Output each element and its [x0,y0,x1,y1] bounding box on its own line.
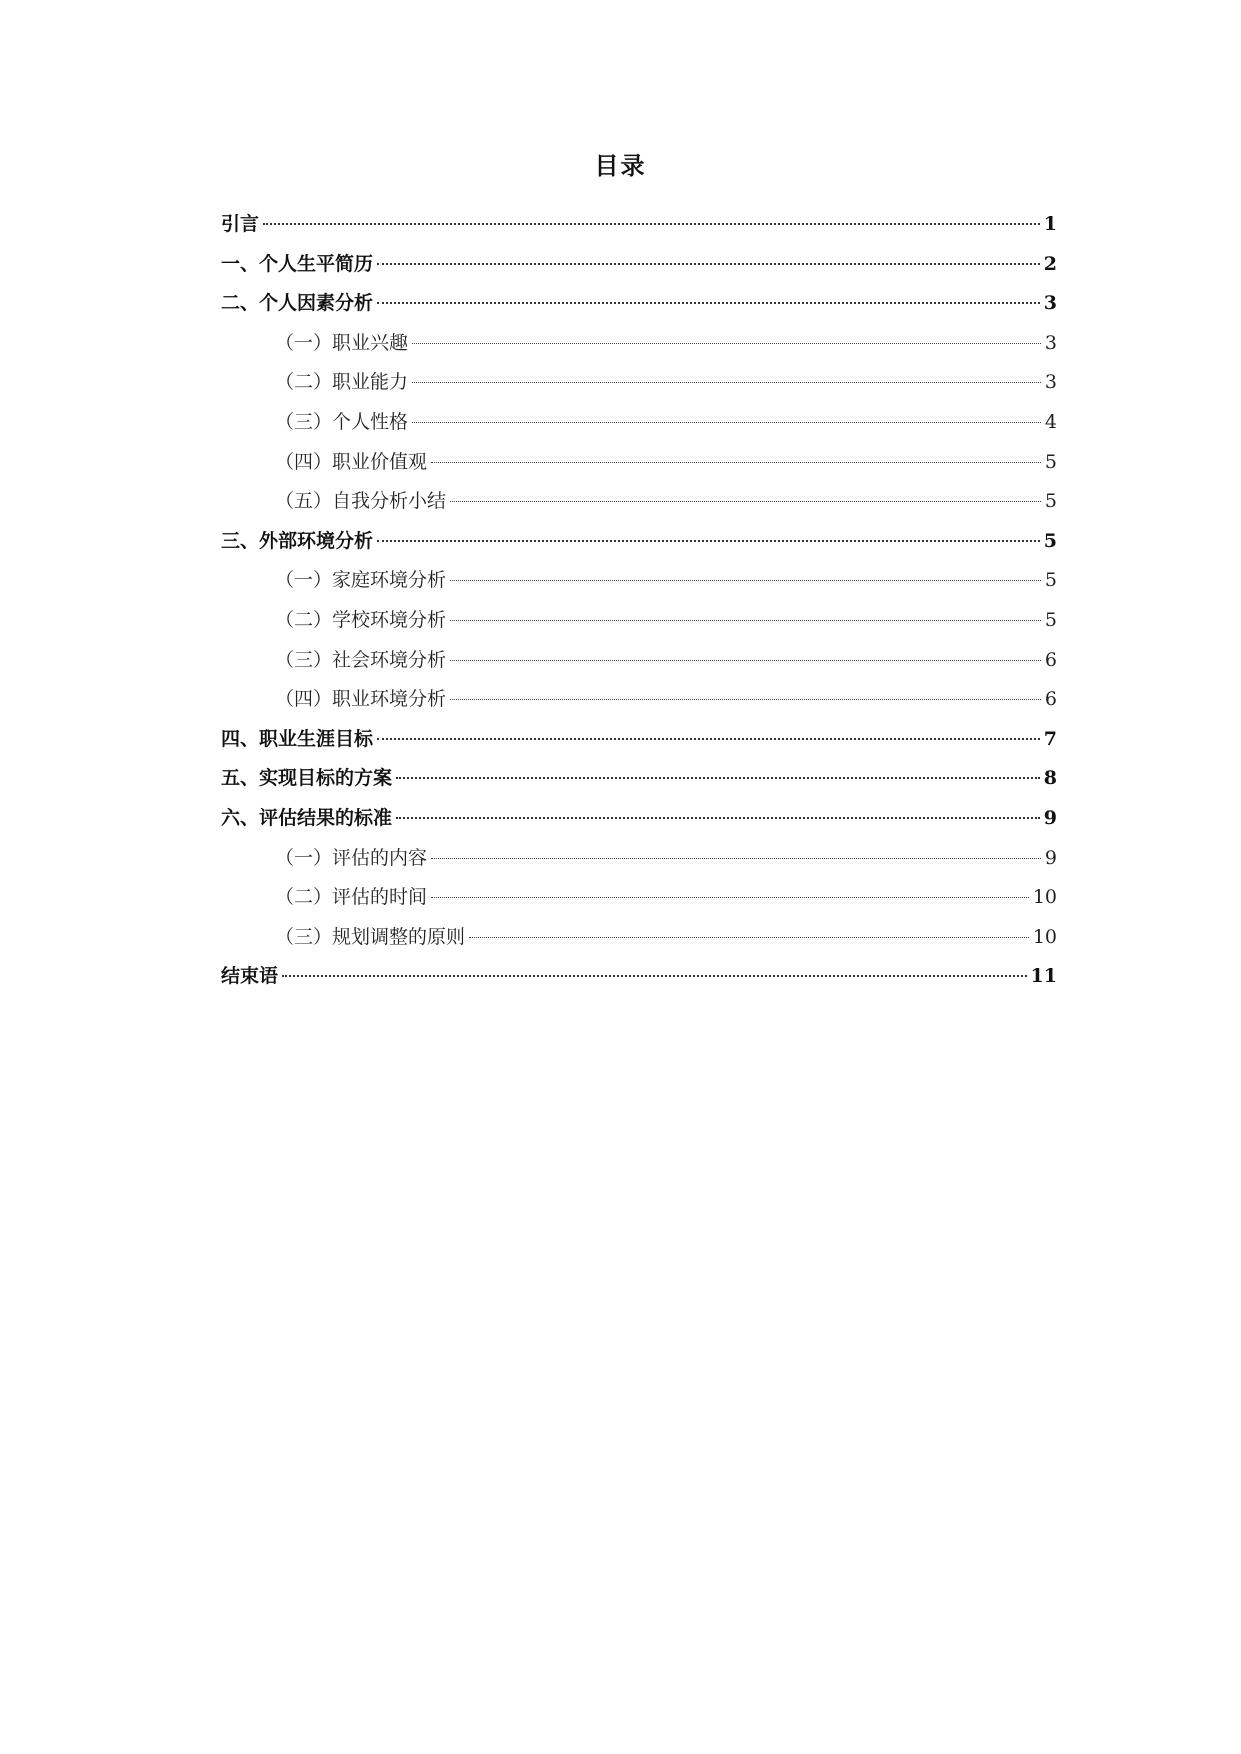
toc-entry[interactable] [221,522,1057,562]
table-of-contents [221,205,1057,997]
toc-entry-page-number: 5 [1043,529,1057,552]
toc-entry-label: 五、实现目标的方案 [221,767,393,790]
toc-entry-page-number: 4 [1044,410,1057,433]
toc-entry-page-number: 7 [1043,727,1057,750]
toc-entry[interactable] [221,482,1057,522]
toc-entry[interactable] [221,403,1057,443]
toc-entry-label: （四）职业环境分析 [275,688,447,711]
toc-entry-label: 六、评估结果的标准 [221,806,393,829]
toc-entry-page-number: 11 [1030,965,1057,988]
toc-entry-page-number: 9 [1043,806,1057,829]
toc-entry[interactable] [221,363,1057,403]
toc-entry-label: （二）学校环境分析 [275,608,447,631]
toc-entry[interactable] [221,720,1057,760]
toc-leader-dots [412,343,1041,344]
toc-leader-dots [282,975,1027,977]
toc-leader-dots [450,501,1041,502]
toc-entry-label: （三）社会环境分析 [275,648,447,671]
toc-entry-page-number: 8 [1043,767,1057,790]
toc-entry-page-number: 5 [1044,608,1057,631]
toc-entry[interactable] [221,641,1057,681]
toc-entry[interactable] [221,878,1057,918]
toc-entry[interactable] [221,205,1057,245]
toc-entry-page-number: 6 [1044,688,1057,711]
toc-leader-dots [263,223,1040,225]
toc-entry-page-number: 5 [1044,450,1057,473]
toc-leader-dots [412,422,1041,423]
toc-entry-page-number: 1 [1043,213,1057,235]
toc-entry[interactable] [221,839,1057,879]
toc-entry[interactable] [221,324,1057,364]
toc-entry-page-number: 9 [1044,846,1057,869]
toc-entry-page-number: 2 [1043,252,1057,275]
toc-entry-label: 二、个人因素分析 [221,292,374,315]
toc-entry-label: （一）职业兴趣 [275,331,409,354]
toc-leader-dots [450,620,1041,621]
toc-leader-dots [431,858,1041,859]
toc-title: 目录 [594,151,647,180]
toc-leader-dots [377,738,1040,740]
toc-leader-dots [450,660,1041,661]
toc-leader-dots [377,302,1040,304]
toc-entry[interactable] [221,284,1057,324]
toc-entry-label: （五）自我分析小结 [275,490,447,513]
toc-leader-dots [450,580,1041,581]
toc-leader-dots [431,462,1041,463]
toc-leader-dots [377,540,1040,542]
toc-entry-label: 结束语 [221,965,279,988]
toc-entry-label: （三）规划调整的原则 [275,925,466,948]
toc-entry[interactable] [221,245,1057,285]
toc-entry-page-number: 6 [1044,648,1057,671]
toc-entry-page-number: 10 [1032,886,1057,909]
toc-entry-label: 一、个人生平简历 [221,252,374,275]
toc-entry-page-number: 5 [1044,569,1057,592]
toc-entry-label: 四、职业生涯目标 [221,727,374,750]
toc-entry-label: 三、外部环境分析 [221,529,374,552]
toc-entry[interactable] [221,799,1057,839]
toc-entry[interactable] [221,918,1057,958]
toc-leader-dots [377,263,1040,265]
toc-entry-label: （一）家庭环境分析 [275,569,447,592]
toc-entry-page-number: 10 [1032,925,1057,948]
toc-leader-dots [396,817,1040,819]
toc-entry-label: 引言 [221,213,260,235]
toc-entry-page-number: 3 [1044,331,1057,354]
toc-leader-dots [469,937,1029,938]
toc-entry-page-number: 3 [1044,371,1057,394]
toc-entry[interactable] [221,680,1057,720]
toc-entry[interactable] [221,601,1057,641]
toc-entry-label: （一）评估的内容 [275,846,428,869]
toc-entry-label: （四）职业价值观 [275,450,428,473]
toc-leader-dots [431,897,1029,898]
toc-leader-dots [450,699,1041,700]
toc-leader-dots [412,382,1041,383]
toc-entry-page-number: 3 [1043,292,1057,315]
toc-entry-label: （三）个人性格 [275,410,409,433]
toc-entry-page-number: 5 [1044,490,1057,513]
toc-entry[interactable] [221,759,1057,799]
toc-entry-label: （二）职业能力 [275,371,409,394]
toc-entry[interactable] [221,957,1057,997]
toc-entry-label: （二）评估的时间 [275,886,428,909]
toc-entry[interactable] [221,443,1057,483]
toc-entry[interactable] [221,561,1057,601]
toc-leader-dots [396,777,1040,779]
